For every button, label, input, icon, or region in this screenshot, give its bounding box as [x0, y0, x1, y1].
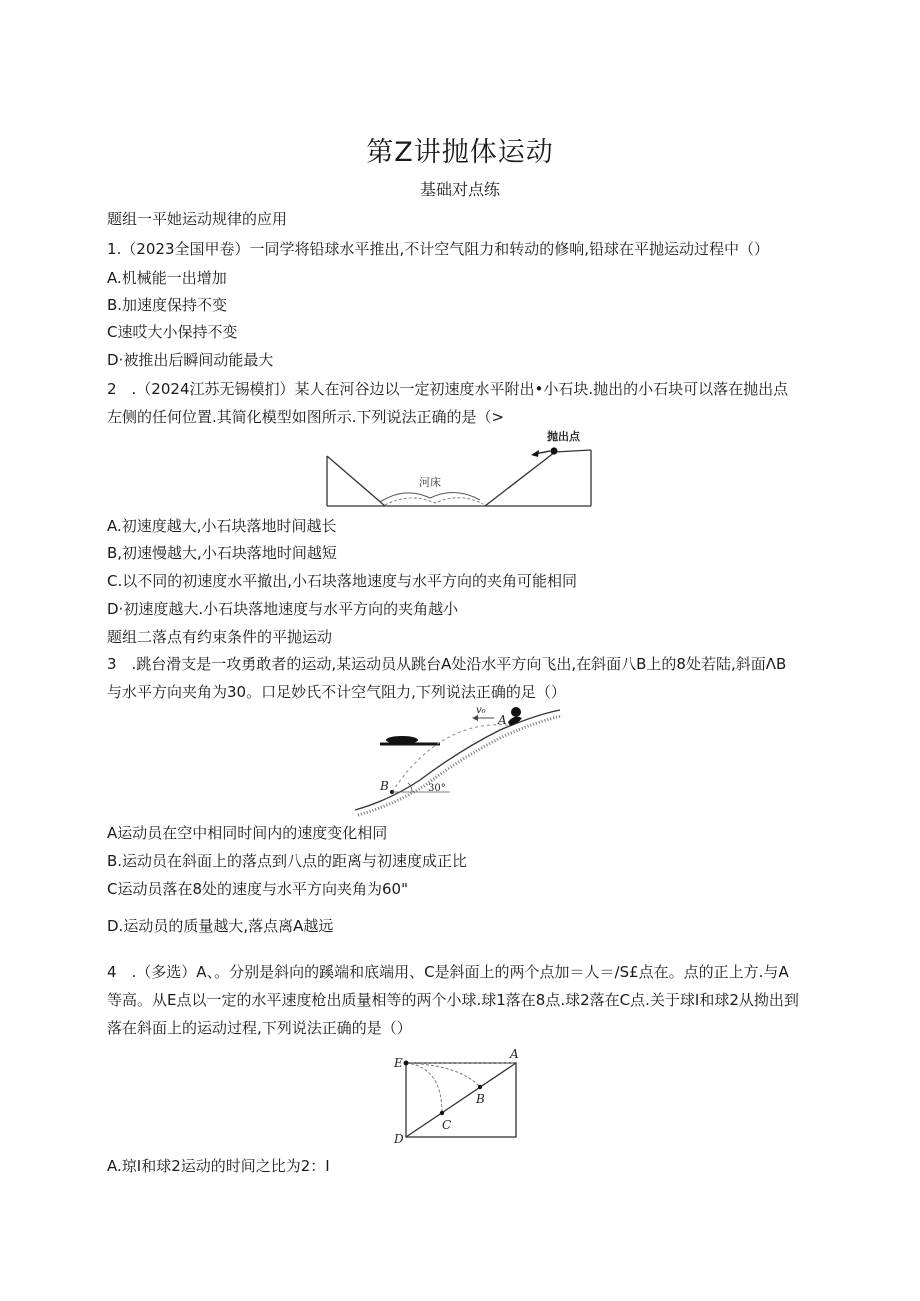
group1-heading: 题组一平她运动规律的应用: [107, 210, 288, 228]
throw-point-dot: [550, 447, 557, 454]
point-e-dot: [404, 1061, 409, 1066]
q1-option-c: C速哎大小保持不变: [107, 323, 238, 341]
q1-option-b: B.加速度保持不变: [107, 296, 228, 314]
q3-option-c: C运动员落在8处的速度与水平方向夹角为60": [107, 880, 409, 898]
page-subtitle: 基础对点练: [419, 180, 500, 199]
q2-option-d: D·初速度越大.小石块落地速度与水平方向的夹角越小: [107, 600, 459, 618]
q3-stem-line1: 3 .跳台滑支是一攻勇敢者的运动,某运动员从跳台A处沿水平方向飞出,在斜面八B上的8处若陆,斜面ΛB: [107, 655, 787, 673]
q4-option-a: A.琼I和球2运动的时间之比为2：I: [107, 1157, 330, 1175]
q3-option-b: B.运动员在斜面上的落点到八点的距离与初速度成正比: [107, 852, 468, 870]
q1-stem: 1.（2023全国甲卷）一同学将铅球水平推出,不计空气阻力和转动的修响,铅球在平抛运动过程中（）: [107, 240, 770, 258]
q3-figure-ski-slope: [350, 700, 565, 818]
q3-option-a: A运动员在空中相同时间内的速度变化相同: [107, 824, 388, 842]
point-e-label: E: [394, 1056, 403, 1070]
skier-icon: [508, 707, 522, 726]
group2-heading: 题组二落点有约束条件的平抛运动: [107, 628, 333, 646]
point-a-label: A: [498, 713, 507, 727]
q1-option-d: D·被推出后瞬间动能最大: [107, 351, 274, 369]
q2-option-a: A.初速度越大,小石块落地时间越长: [107, 517, 337, 535]
landing-platform: [380, 736, 440, 744]
point-b-label: B: [476, 1092, 485, 1106]
riverbed-label: 河床: [419, 476, 441, 489]
point-d-label: D: [394, 1132, 404, 1145]
q3-stem-line2: 与水平方向夹角为30。口足妙氏不计空气阻力,下列说法正确的足（）: [107, 683, 566, 701]
point-c-label: C: [442, 1118, 452, 1132]
q4-stem-line2: 等高。从E点以一定的水平速度枪出质量相等的两个小球.球1落在8点.球2落在C点.关于球I和球2从拗出到: [107, 991, 799, 1009]
trajectory-to-b: [406, 1063, 480, 1087]
trajectory-to-c: [406, 1063, 442, 1113]
q2-figure-river-valley: [325, 428, 595, 508]
point-c-dot: [440, 1111, 444, 1115]
q2-option-b: B,初速慢越大,小石块落地时间越短: [107, 544, 337, 562]
throw-point-label: 抛出点: [547, 430, 580, 443]
angle-label: 30°: [428, 783, 446, 794]
v0-label: v₀: [476, 705, 486, 716]
q4-stem-line3: 落在斜面上的运动过程,下列说法正确的是（）: [107, 1019, 412, 1037]
q3-option-d: D.运动员的质量越大,落点离A越远: [107, 917, 334, 935]
q2-stem-line1: 2 .（2024江苏无锡模扪）某人在河谷边以一定初速度水平附出•小石块.抛出的小石块可以落在抛出点: [107, 380, 789, 398]
point-b-dot: [478, 1085, 482, 1089]
q1-option-a: A.机械能一出增加: [107, 269, 227, 287]
point-a-label: A: [510, 1047, 519, 1061]
arrow-head-icon: [531, 450, 539, 457]
page-title: 第Z讲抛体运动: [366, 137, 554, 168]
point-b-label: B: [380, 779, 389, 793]
riverbed-waves: [380, 492, 483, 505]
q2-stem-line2: 左侧的任何位置.其简化模型如图所示.下列说法正确的是（>: [107, 408, 505, 426]
q4-stem-line1: 4 .（多选）A、。分别是斜向的蹊端和底端用、C是斜面上的两个点加＝人＝/S£点在。点的正上方.与A: [107, 963, 789, 981]
q4-figure-incline: [390, 1045, 530, 1145]
slope-surface: [355, 710, 562, 815]
q2-option-c: C.以不同的初速度水平撤出,小石块落地速度与水平方向的夹角可能相同: [107, 572, 578, 590]
